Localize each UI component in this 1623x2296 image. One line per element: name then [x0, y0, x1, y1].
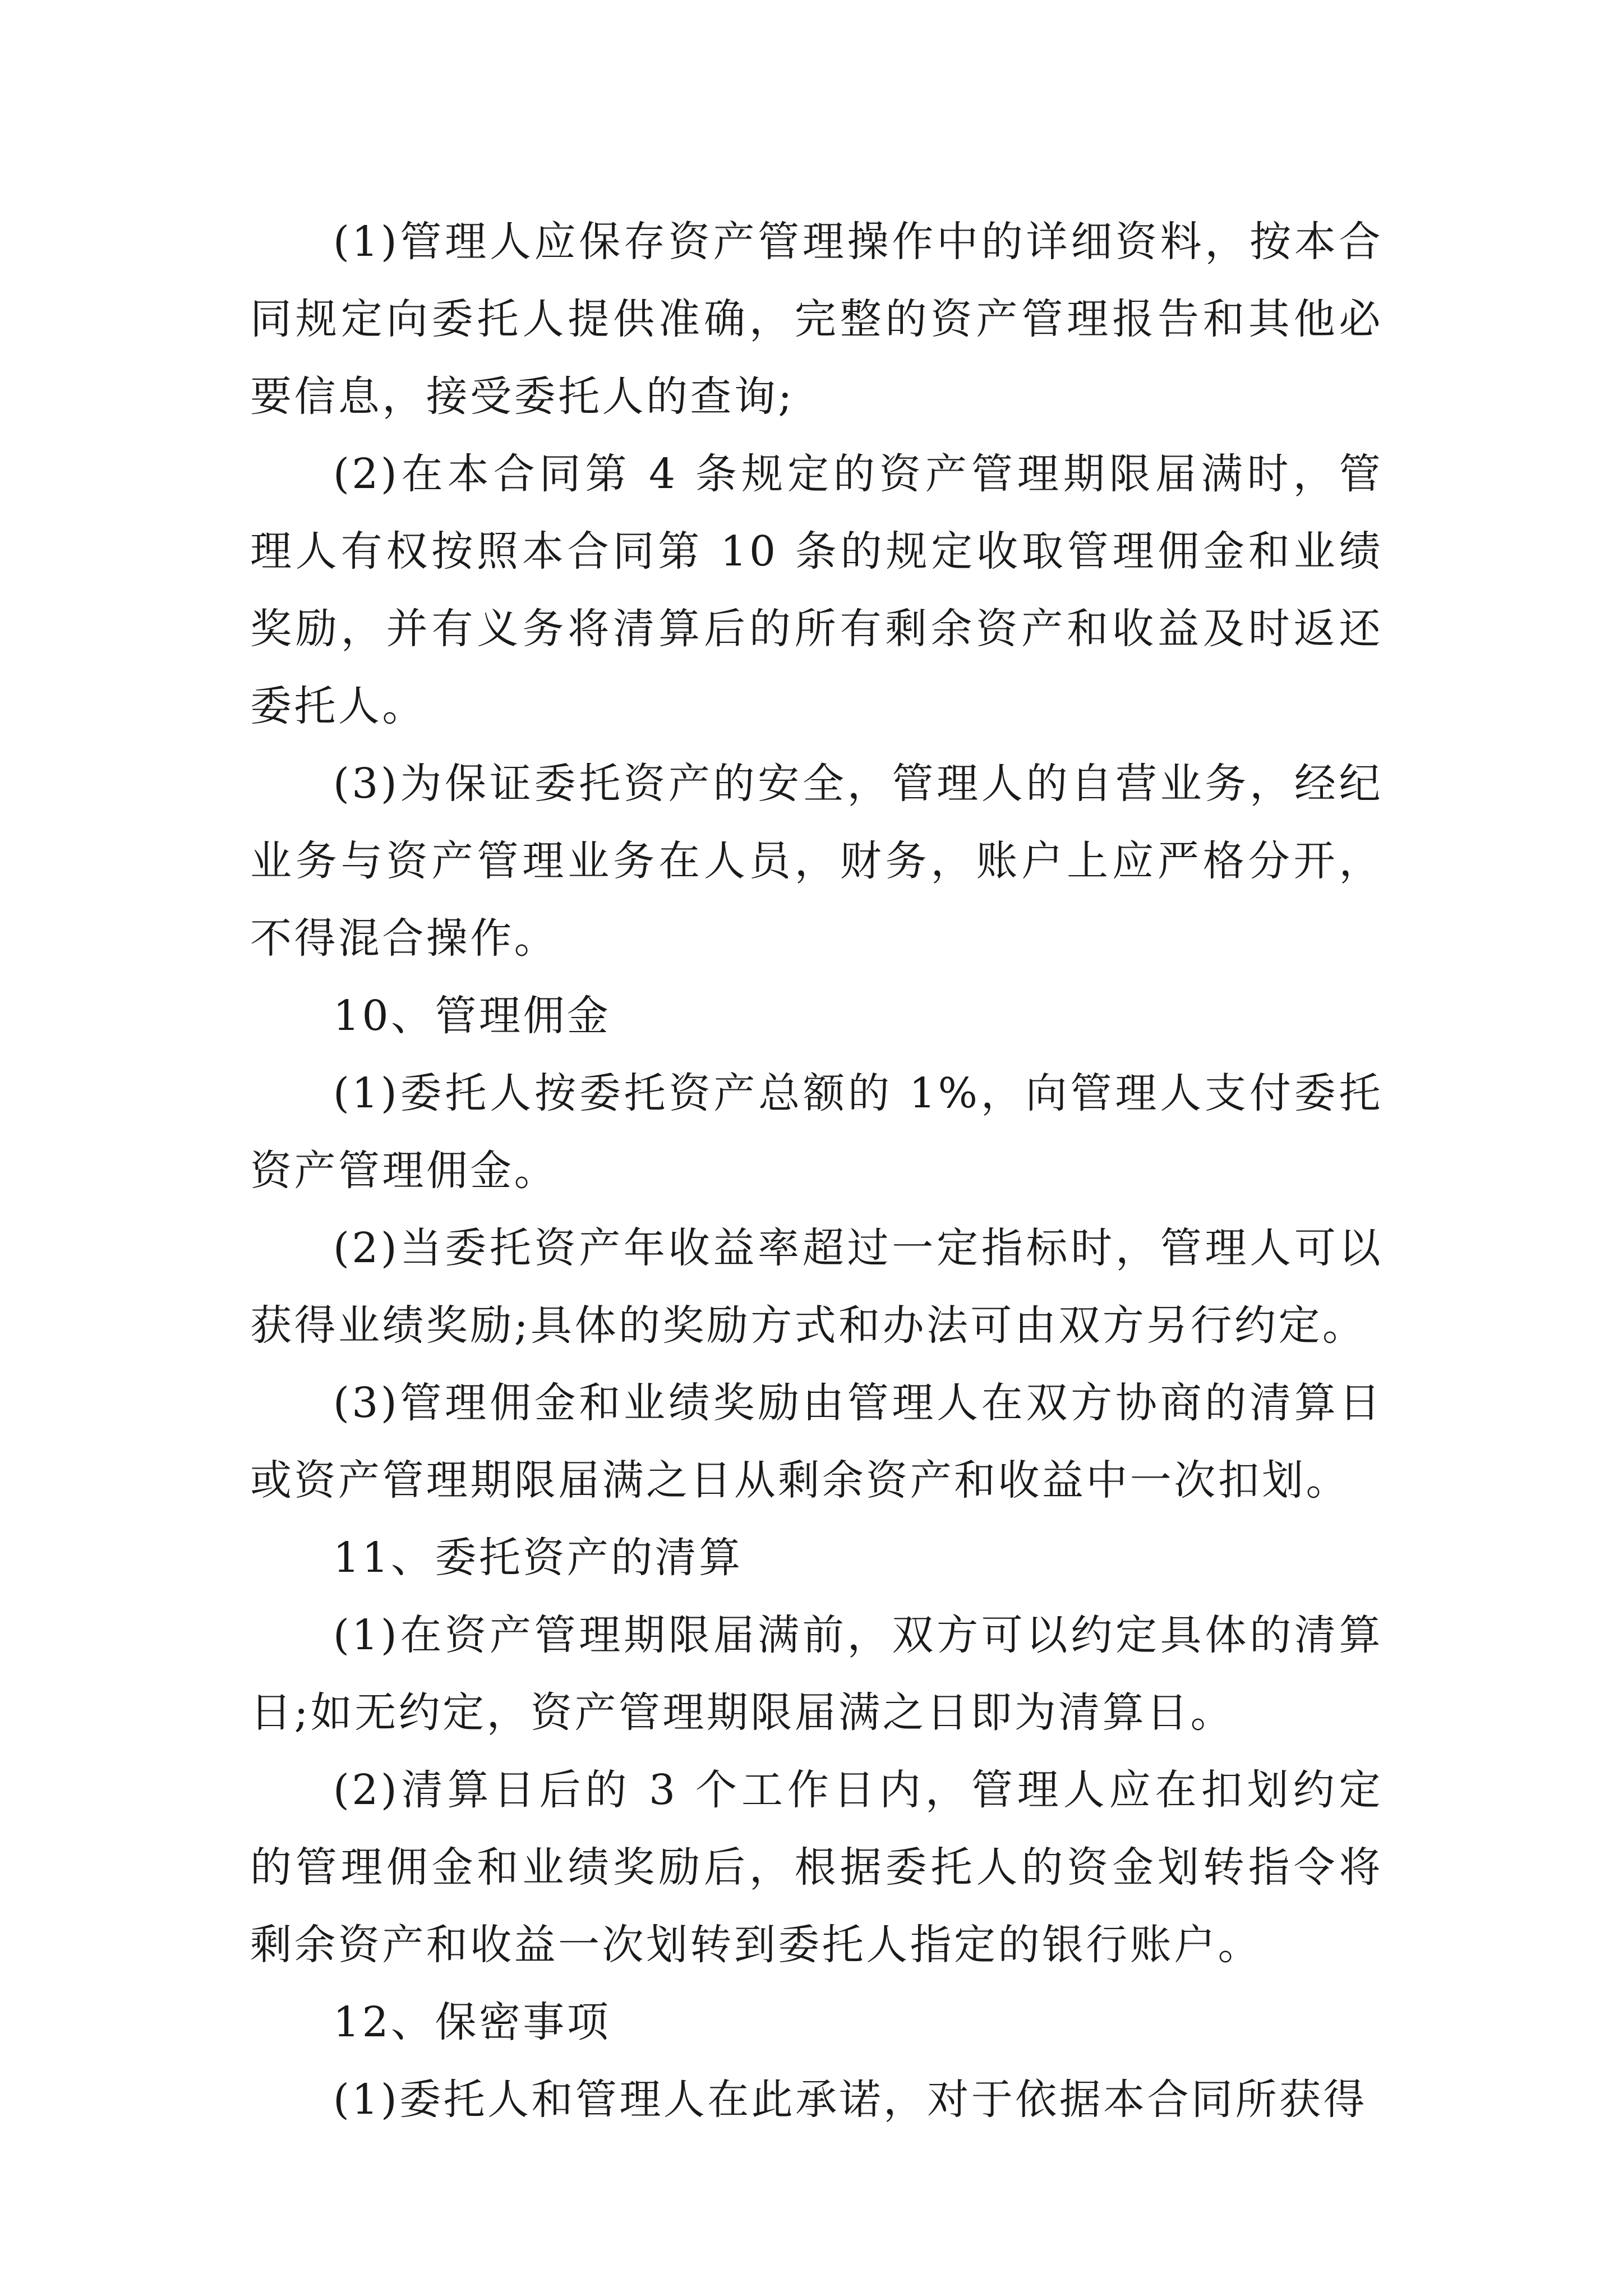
section-11-heading: 11、委托资产的清算 [333, 1534, 743, 1582]
clause-11-2: (2)清算日后的 3 个工作日内，管理人应在扣划约定的管理佣金和业绩奖励后，根据委托人的资金划转指令将剩余资产和收益一次划转到委托人指定的银行账户。 [250, 1766, 1383, 1969]
clause-10-3: (3)管理佣金和业绩奖励由管理人在双方协商的清算日或资产管理期限届满之日从剩余资产和收益中一次扣划。 [250, 1379, 1383, 1504]
clause-9-2: (2)在本合同第 4 条规定的资产管理期限届满时，管理人有权按照本合同第 10 条的规定收取管理佣金和业绩奖励，并有义务将清算后的所有剩余资产和收益及时返还委托人。 [250, 450, 1383, 730]
clause-12-1: (1)委托人和管理人在此承诺，对于依据本合同所获得 [333, 2076, 1367, 2124]
section-10-heading: 10、管理佣金 [333, 992, 611, 1040]
document-body [250, 203, 1383, 2138]
clause-11-1: (1)在资产管理期限届满前，双方可以约定具体的清算日;如无约定，资产管理期限届满之日即为清算日。 [250, 1611, 1383, 1737]
clause-9-1: (1)管理人应保存资产管理操作中的详细资料，按本合同规定向委托人提供准确，完整的资产管理报告和其他必要信息，接受委托人的查询; [250, 218, 1383, 421]
clause-10-2: (2)当委托资产年收益率超过一定指标时，管理人可以获得业绩奖励;具体的奖励方式和办法可由双方另行约定。 [250, 1224, 1383, 1350]
section-12-heading: 12、保密事项 [333, 1998, 611, 2046]
clause-9-3: (3)为保证委托资产的安全，管理人的自营业务，经纪业务与资产管理业务在人员，财务，账户上应严格分开，不得混合操作。 [250, 760, 1383, 963]
clause-10-1: (1)委托人按委托资产总额的 1%，向管理人支付委托资产管理佣金。 [250, 1069, 1383, 1195]
